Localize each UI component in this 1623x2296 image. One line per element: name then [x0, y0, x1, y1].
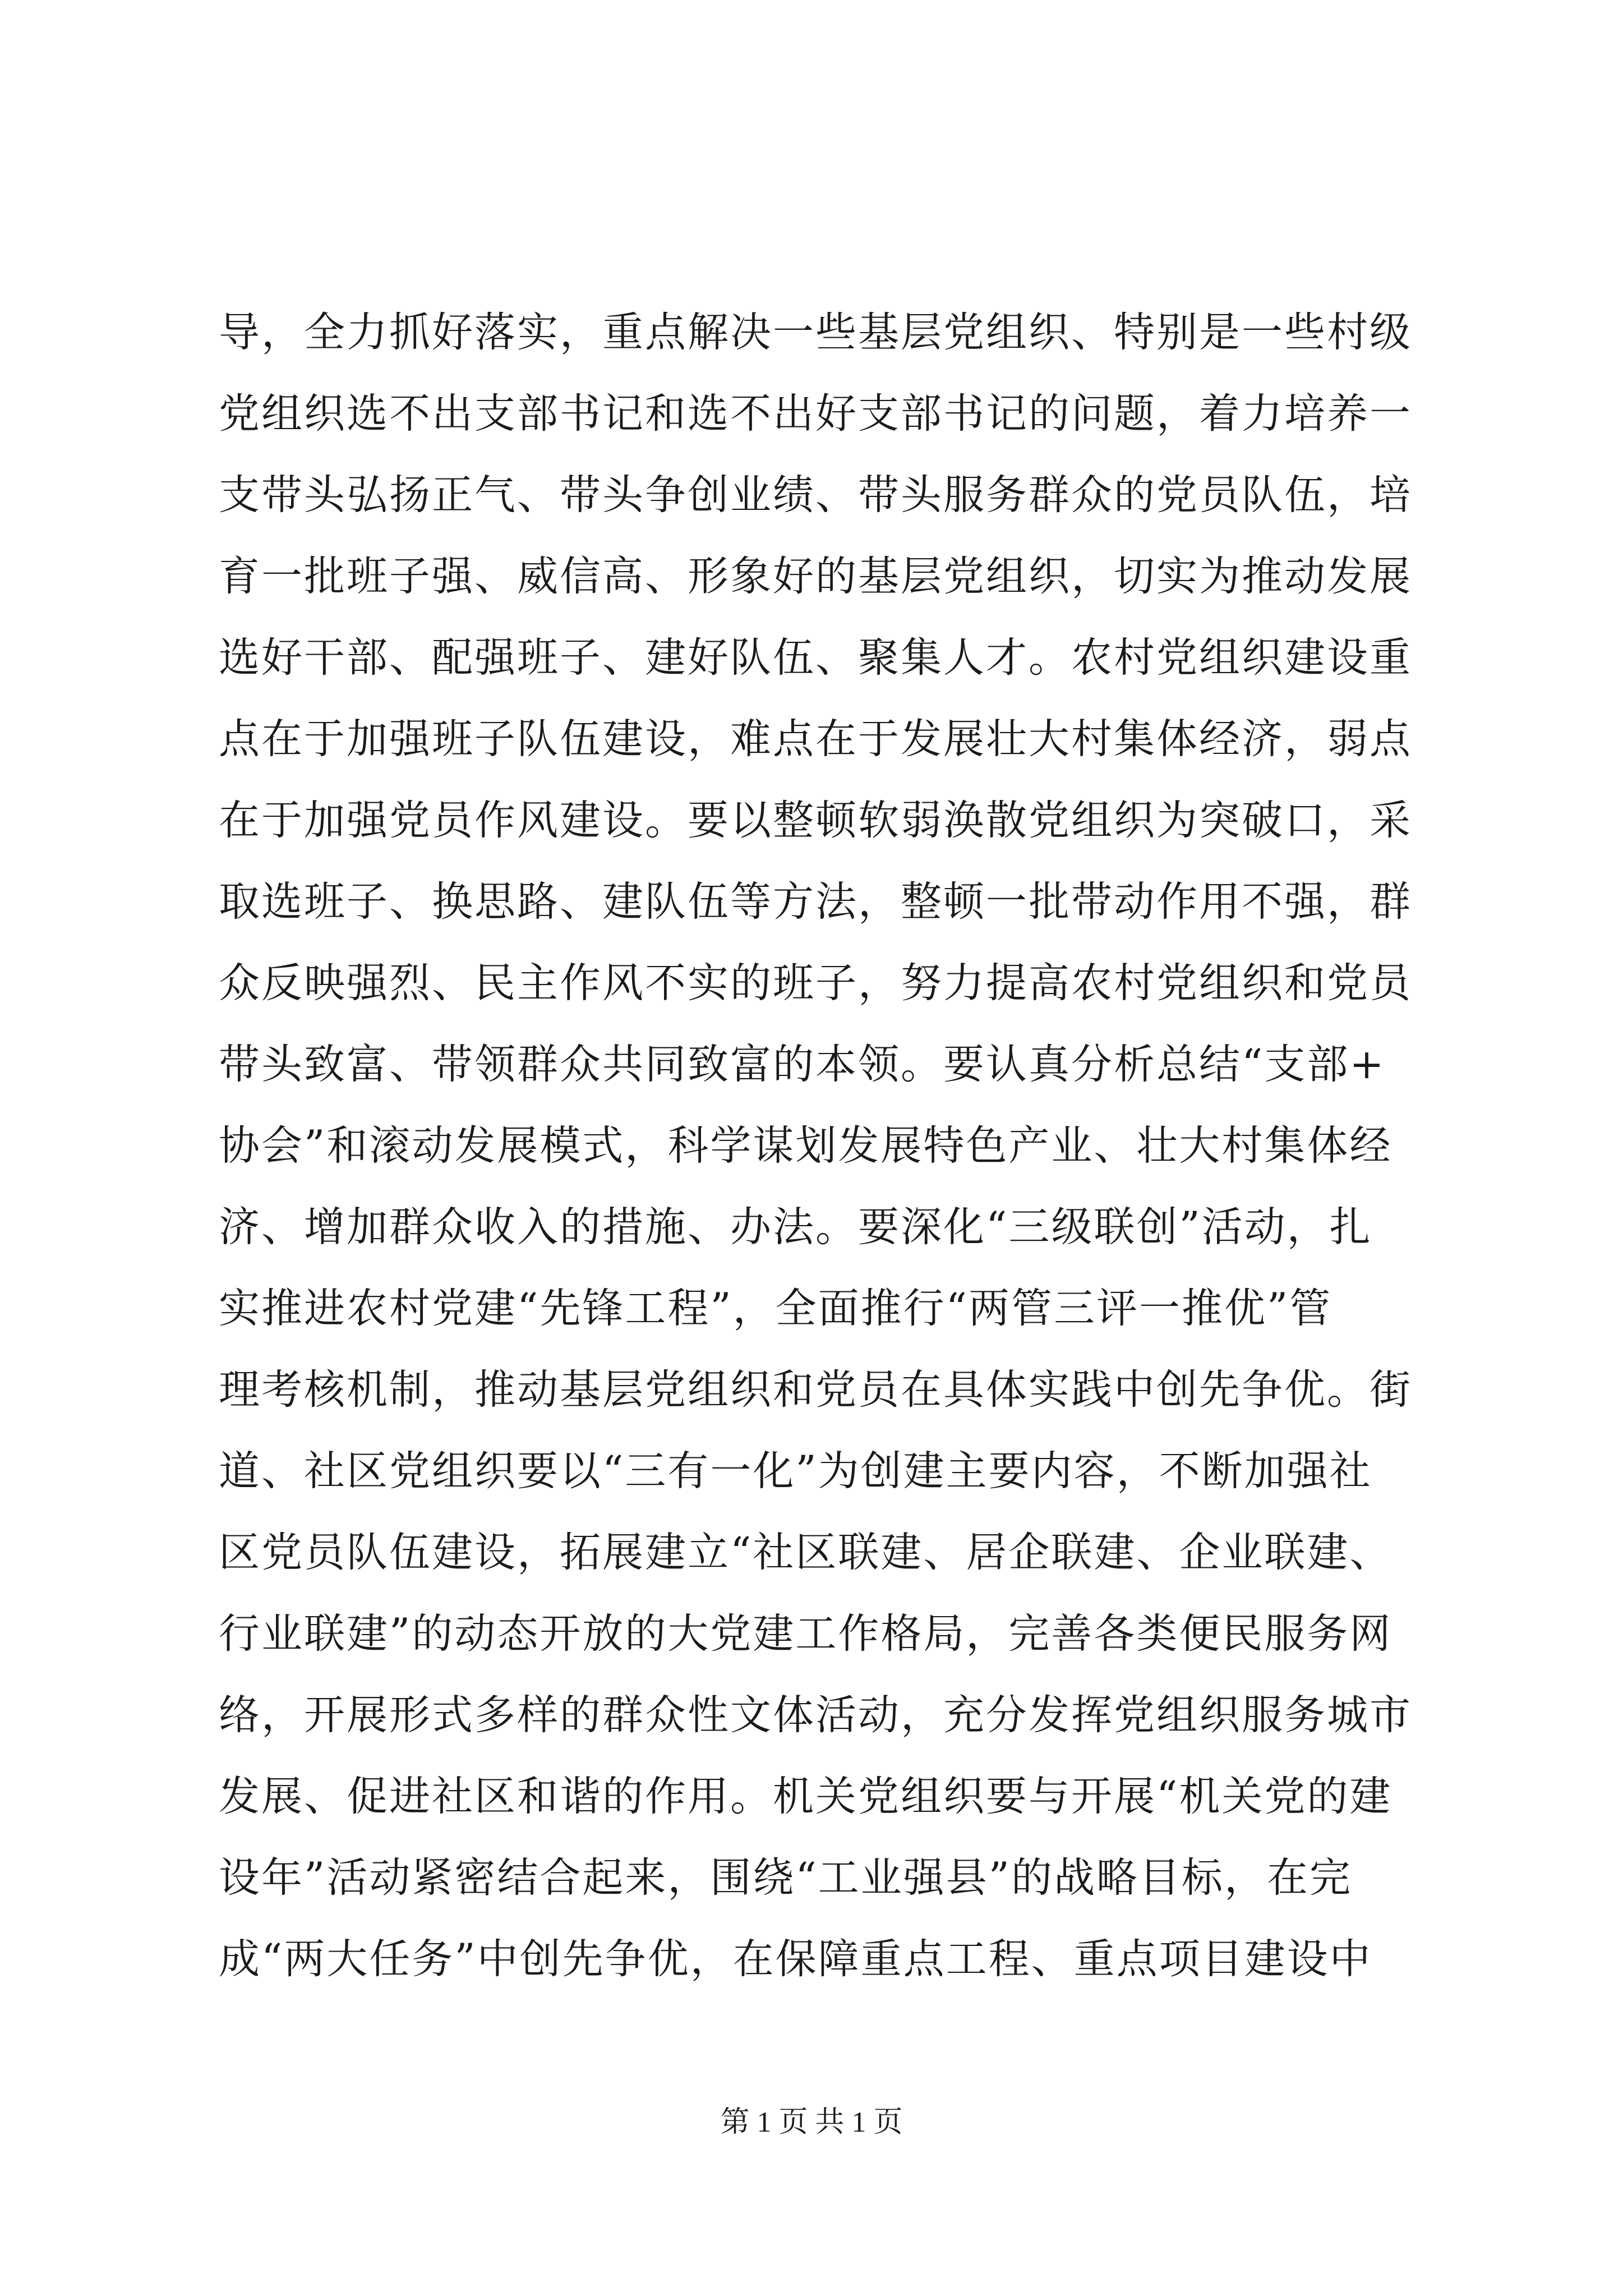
text-line: 党组织选不出支部书记和选不出好支部书记的问题，着力培养一	[219, 390, 1412, 438]
text-line: 支带头弘扬正气、带头争创业绩、带头服务群众的党员队伍，培	[219, 471, 1412, 519]
page-footer: 第 1 页 共 1 页	[720, 2106, 903, 2138]
text-line: 导，全力抓好落实，重点解决一些基层党组织、特别是一些村级	[219, 309, 1412, 356]
text-line: 育一批班子强、威信高、形象好的基层党组织，切实为推动发展	[219, 553, 1412, 600]
text-line: 络，开展形式多样的群众性文体活动，充分发挥党组织服务城市	[219, 1691, 1412, 1739]
text-line: 设年”活动紧密结合起来，围绕“工业强县”的战略目标，在完	[219, 1854, 1352, 1902]
text-line: 带头致富、带领群众共同致富的本领。要认真分析总结“支部+	[219, 1041, 1386, 1088]
text-line: 理考核机制，推动基层党组织和党员在具体实践中创先争优。街	[219, 1366, 1412, 1414]
text-line: 发展、促进社区和谐的作用。机关党组织要与开展“机关党的建	[219, 1773, 1393, 1820]
text-line: 点在于加强班子队伍建设，难点在于发展壮大村集体经济，弱点	[219, 715, 1412, 763]
body-text	[219, 292, 1413, 2000]
text-line: 道、社区党组织要以“三有一化”为创建主要内容，不断加强社	[219, 1447, 1372, 1495]
text-line: 选好干部、配强班子、建好队伍、聚集人才。农村党组织建设重	[219, 634, 1412, 682]
text-line: 在于加强党员作风建设。要以整顿软弱涣散党组织为突破口，采	[219, 797, 1412, 844]
text-line: 区党员队伍建设，拓展建立“社区联建、居企联建、企业联建、	[219, 1529, 1393, 1576]
text-line: 众反映强烈、民主作风不实的班子，努力提高农村党组织和党员	[219, 959, 1412, 1007]
text-line: 协会”和滚动发展模式，科学谋划发展特色产业、壮大村集体经	[219, 1122, 1393, 1170]
text-line: 成“两大任务”中创先争优，在保障重点工程、重点项目建设中	[219, 1935, 1372, 1983]
text-line: 行业联建”的动态开放的大党建工作格局，完善各类便民服务网	[219, 1610, 1393, 1658]
text-line: 取选班子、换思路、建队伍等方法，整顿一批带动作用不强，群	[219, 878, 1412, 926]
text-line: 济、增加群众收入的措施、办法。要深化“三级联创”活动，扎	[219, 1203, 1372, 1251]
text-line: 实推进农村党建“先锋工程”，全面推行“两管三评一推优”管	[219, 1285, 1332, 1332]
